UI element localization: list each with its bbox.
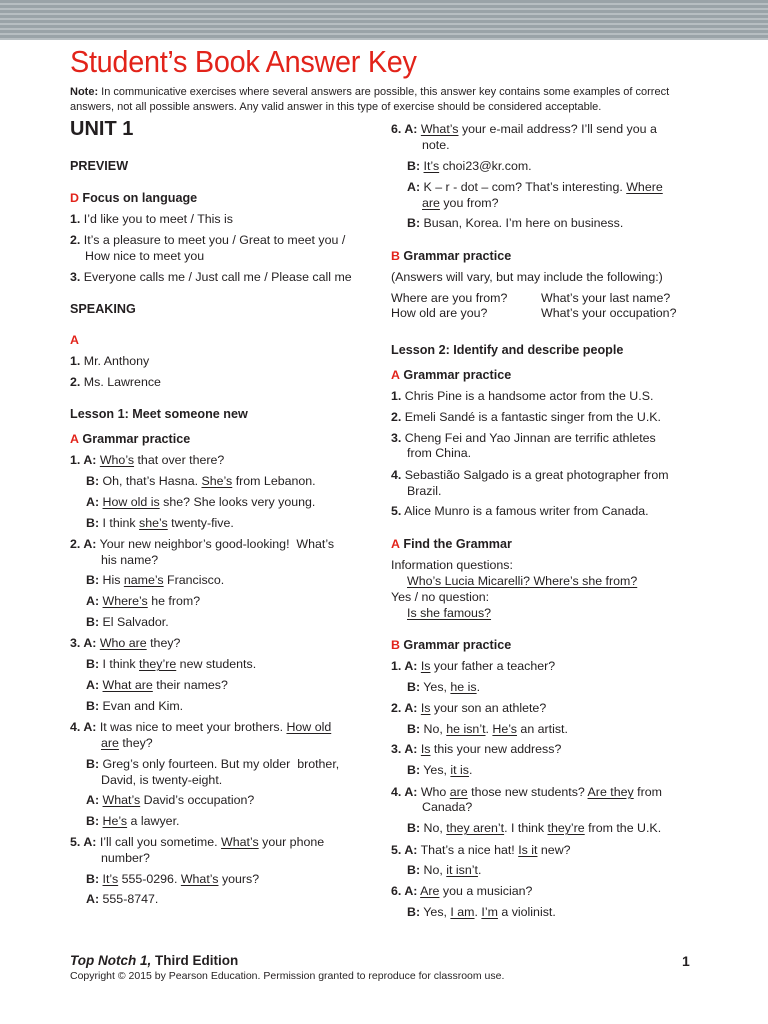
page-title: Student’s Book Answer Key <box>70 44 417 79</box>
d-item-2: 2. It’s a pleasure to meet you / Great to meet you / <box>70 233 346 247</box>
a2-item-2: 2. Emeli Sandé is a fantastic singer from the U.K. <box>391 410 661 424</box>
b2-heading: B Grammar practice <box>391 638 512 652</box>
a2-item-3: 3. Cheng Fei and Yao Jinnan are terrific athletes <box>391 431 656 445</box>
a-item-1: 1. Mr. Anthony <box>70 354 150 368</box>
fg-info-example: Who’s Lucia Micarelli? Where’s she from? <box>407 574 638 588</box>
unit-heading: UNIT 1 <box>70 118 134 140</box>
d-item-3: 3. Everyone calls me / Just call me / Please call me <box>70 270 352 284</box>
a-item-2: 2. Ms. Lawrence <box>70 375 161 389</box>
lesson1-heading: Lesson 1: Meet someone new <box>70 407 248 421</box>
b-q-1: Where are you from? <box>391 291 508 305</box>
fg-heading: A Find the Grammar <box>391 537 512 551</box>
note-text: In communicative exercises where several answers are possible, this answer key contains some examples of correct answers, not all possible answers. Any valid answer in this type of exercise should be considered acceptable. <box>70 86 670 113</box>
page-number: 1 <box>682 953 690 969</box>
b-q-3: How old are you? <box>391 306 488 320</box>
b-intro: (Answers will vary, but may include the following:) <box>391 270 663 284</box>
note-label: Note: <box>70 86 99 98</box>
a2-item-3-cont: from China. <box>407 446 472 460</box>
gp-heading: A Grammar practice <box>70 432 191 446</box>
a2-item-4-cont: Brazil. <box>407 484 442 498</box>
d-title: Focus on language <box>82 191 198 205</box>
lesson2-heading: Lesson 2: Identify and describe people <box>391 343 624 357</box>
note-paragraph <box>70 85 700 114</box>
d-item-1: 1. I’d like you to meet / This is <box>70 212 234 226</box>
section-preview: PREVIEW <box>70 159 129 173</box>
a-heading: A <box>70 333 79 347</box>
d-letter: D <box>70 191 79 205</box>
top-banner <box>0 0 768 40</box>
fg-info-label: Information questions: <box>391 558 513 572</box>
a2-heading: A Grammar practice <box>391 368 512 382</box>
a2-item-1: 1. Chris Pine is a handsome actor from the U.S. <box>391 389 654 403</box>
section-speaking: SPEAKING <box>70 302 136 316</box>
d-heading <box>70 191 197 207</box>
a2-item-5: 5. Alice Munro is a famous writer from Canada. <box>391 504 649 518</box>
fg-yn-example: Is she famous? <box>407 606 492 620</box>
b-q-4: What’s your occupation? <box>541 306 677 320</box>
fg-yn-label: Yes / no question: <box>391 590 490 604</box>
footer-book-title: Top Notch 1, Third Edition <box>70 953 239 968</box>
a2-item-4: 4. Sebastião Salgado is a great photographer from <box>391 468 669 482</box>
footer-copyright: Copyright © 2015 by Pearson Education. Permission granted to reproduce for classroom use. <box>70 970 505 982</box>
b-q-2: What’s your last name? <box>541 291 671 305</box>
b-heading: B Grammar practice <box>391 249 512 263</box>
d-item-2-cont: How nice to meet you <box>85 249 205 263</box>
